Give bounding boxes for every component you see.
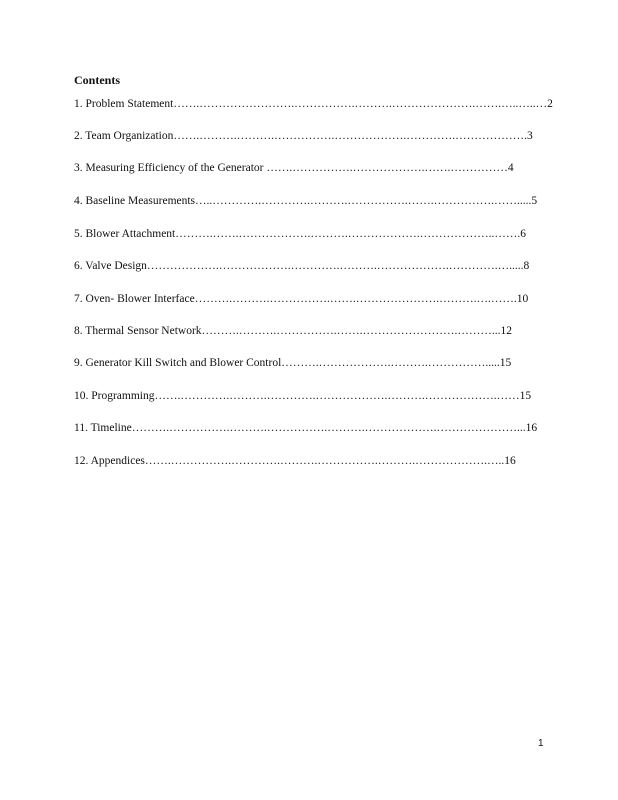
page-number: 1	[538, 738, 544, 749]
toc-entry-blower-attachment: 5. Blower Attachment……….…….……………….……….……………….………………..…….6	[74, 228, 526, 240]
toc-entry-kill-switch-blower-control: 9. Generator Kill Switch and Blower Control……….……………….……….…………….....15	[74, 357, 512, 369]
contents-heading: Contents	[74, 73, 121, 87]
toc-entry-thermal-sensor-network: 8. Thermal Sensor Network……….……….…………….…….…………………….………...12	[74, 325, 513, 337]
toc-entry-valve-design: 6. Valve Design……………….……………….………….……….……………….………….….....8	[74, 260, 530, 272]
toc-entry-programming: 10. Programming…….………….……….………….……………….……….……………….……15	[74, 390, 532, 402]
toc-entry-problem-statement: 1. Problem Statement…….…………………….…………….……….………………….…….…..…..…2	[74, 98, 553, 110]
toc-entry-oven-blower-interface: 7. Oven- Blower Interface……….……….…………….…….………………….……….….…….10	[74, 293, 529, 305]
toc-entry-appendices: 12. Appendices…….…………….………….……….…………….……….……………….…..16	[74, 455, 516, 467]
toc-entry-team-organization: 2. Team Organization…….……….……….…………….……………….………….……………….3	[74, 130, 533, 142]
toc-entry-measuring-efficiency: 3. Measuring Efficiency of the Generator …….…………….……………….…….……………4	[74, 162, 514, 174]
toc-entry-timeline: 11. Timeline……….…………….……….…………….……….……………….…………………...16	[74, 422, 538, 434]
toc-entry-baseline-measurements: 4. Baseline Measurements…..………….………….……….…………….…….…………….…….....5	[74, 195, 538, 207]
